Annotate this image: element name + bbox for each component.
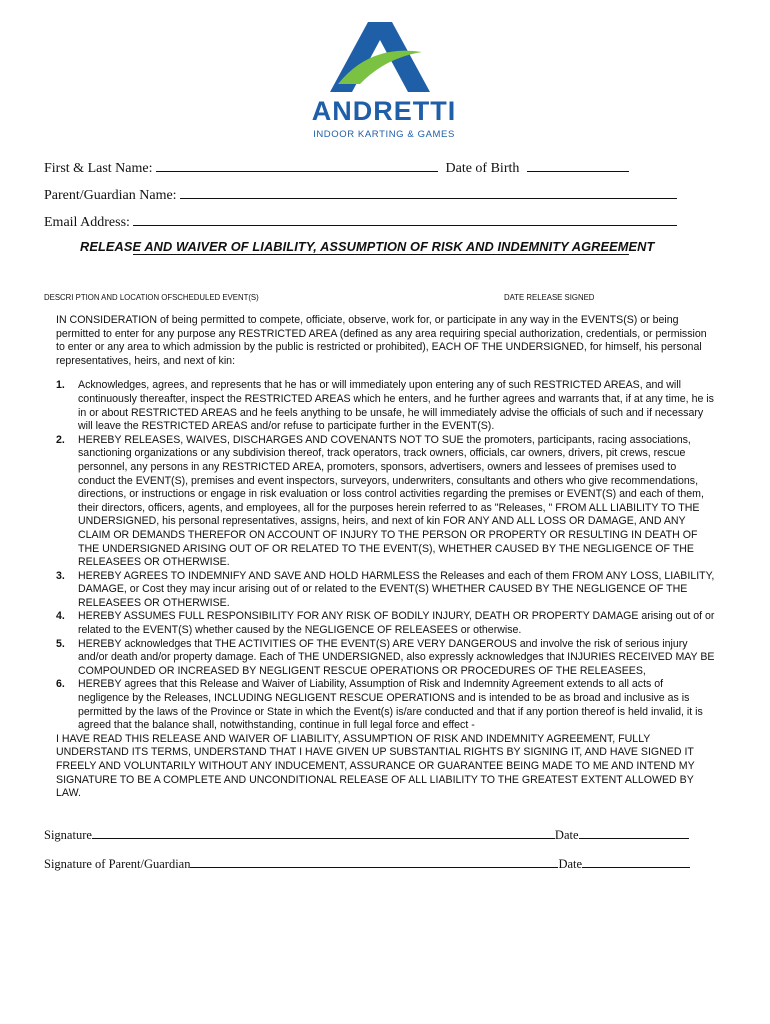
clause-text: Acknowledges, agrees, and represents that he has or will immediately upon entering any of such RESTRICTED AREAS, and will continuously thereafter, inspect the RESTRICTED AREAS which he enters, and he further agrees and warrants that, if at any time, he is in or about RESTRICTED AREAS and he feels anything to be unsafe, he will immediately advise the officials of such and if necessary will leave the RESTRICTED AREAS and/or refuse to participate further in the EVENT(S).	[78, 379, 714, 433]
guardian-label: Parent/Guardian Name:	[44, 188, 177, 203]
clause-number: 1.	[56, 379, 65, 392]
event-description-label: DESCRI PTION AND LOCATION OFSCHEDULED EVENT(S)	[44, 293, 259, 302]
clause-number: 3.	[56, 569, 65, 582]
clause-number: 4.	[56, 610, 65, 623]
clause-item	[56, 638, 716, 679]
signature-date-label: Date	[554, 828, 579, 842]
logo-tagline: INDOOR KARTING & GAMES	[313, 129, 455, 140]
title-underlined: E AND WAIVER OF LIABILITY, ASSUMPTION OF RISK AND INDEMNITY AGREEM	[132, 239, 629, 254]
dob-input-line[interactable]	[527, 157, 629, 172]
signature-label: Signature	[44, 828, 92, 842]
logo-name: ANDRETTI	[311, 96, 457, 126]
clause-text: HEREBY ASSUMES FULL RESPONSIBILITY FOR ANY RISK OF BODILY INJURY, DEATH OR PROPERTY DAMAGE arising out of or related to the EVENT(S) whether caused by the NEGLIGENCE OF RELEASEES or otherwise.	[78, 610, 715, 637]
clause-text: HEREBY acknowledges that THE ACTIVITIES OF THE EVENT(S) ARE VERY DANGEROUS and involve the risk of serious injury and/or death and/or property damage. Each of THE UNDERSIGNED, also expressly acknowledges that INJURIES RECEIVED MAY BE COMPOUNDED OR INCREASED BY NEGLIGENT RESCUE OPERATIONS OR PROCEDURES OF THE RELEASEES,	[78, 637, 715, 677]
clause-item	[56, 379, 716, 433]
guardian-row	[44, 184, 677, 204]
guardian-signature-input-line[interactable]	[190, 853, 558, 868]
title-end: ENT	[628, 239, 655, 254]
guardian-date-input-line[interactable]	[582, 853, 690, 868]
name-input-line[interactable]	[156, 157, 438, 172]
clause-list	[56, 379, 716, 732]
andretti-a-icon	[330, 22, 430, 92]
clause-item	[56, 610, 716, 637]
andretti-logo	[290, 22, 470, 140]
name-label: First & Last Name:	[44, 161, 153, 176]
clause-number: 6.	[56, 678, 65, 691]
title-start: RELEAS	[80, 239, 133, 254]
date-signed-label: DATE RELEASE SIGNED	[504, 293, 595, 302]
email-label: Email Address:	[44, 215, 130, 230]
closing-paragraph: I HAVE READ THIS RELEASE AND WAIVER OF LIABILITY, ASSUMPTION OF RISK AND INDEMNITY AGREEMENT, FULLY UNDERSTAND ITS TERMS, UNDERSTAND THAT I HAVE GIVEN UP SUBSTANTIAL RIGHTS BY SIGNING IT, AND HAVE SIGNED IT FREELY AND VOLUNTARILY WITHOUT ANY INDUCEMENT, ASSURANCE OR GUARANTEE BEING MADE TO ME AND INTEND MY SIGNATURE TO BE A COMPLETE AND UNCONDITIONAL RELEASE OF ALL LIABILITY TO THE GREATEST EXTENT ALLOWED BY LAW.	[56, 732, 695, 800]
intro-paragraph: IN CONSIDERATION of being permitted to compete, officiate, observe, work for, or participate in any way in the EVENTS(S) or being permitted to enter for any purpose any RESTRICTED AREA (defined as any area requiring special authorization, credentials, or permission to enter or any area to which admission by the public is restricted or prohibited), EACH OF THE UNDERSIGNED, for himself, his personal representatives, heirs, and next of kin:	[56, 314, 707, 367]
signature-date-input-line[interactable]	[579, 824, 689, 839]
clause-item	[56, 570, 716, 611]
signature-input-line[interactable]	[92, 824, 555, 839]
clause-number: 5.	[56, 637, 65, 650]
guardian-signature-row	[44, 853, 690, 872]
clause-text: HEREBY AGREES TO INDEMNIFY AND SAVE AND HOLD HARMLESS the Releases and each of them FROM ANY LOSS, LIABILITY, DAMAGE, or Cost they may incur arising out of or related to the EVENT(S) WHETHER CAUSED BY THE NEGLIGENCE OF THE RELEASEES OR OTHERWISE.	[78, 569, 715, 609]
clause-text: HEREBY RELEASES, WAIVES, DISCHARGES AND COVENANTS NOT TO SUE the promoters, participants, racing associations, sanctioning organizations or any subdivision thereof, track operators, track owners, officials, car owners, drivers, pit crews, rescue personnel, any persons in any RESTRICTED AREA, promoters, sponsors, advertisers, owners and lessees of premises used to conduct the EVENT(S), premises and event inspectors, surveyors, underwriters, consultants and others who give recommendations, directions, or instructions or engage in risk evaluation or loss control activities regarding the premises or EVENT(S) and each of them, their directors, officers, agents, and employees, all for the purposes herein referred to as "Releases, " FROM ALL LIABILITY TO THE UNDERSIGNED, his personal representatives, assigns, heirs, and next of kin FOR ANY AND ALL LOSS OR DAMAGE, AND ANY CLAIM OR DEMANDS THEREFOR ON ACCOUNT OF INJURY TO THE PERSON OR PROPERTY OR RESULTING IN DEATH OF THE UNDERSIGNED ARISING OUT OF OR RELATED TO THE EVENT(S), WHETHER CAUSED BY THE NEGLIGENCE OF THE RELEASEES OR OTHERWISE.	[78, 433, 704, 569]
clause-text: HEREBY agrees that this Release and Waiver of Liability, Assumption of Risk and Indemnity Agreement extends to all acts of negligence by the Releases, INCLUDING NEGLIGENT RESCUE OPERATIONS and is intended to be as broad and inclusive as is permitted by the laws of the Province or State in which the Event(s) is/are conducted and that if any portion thereof is held invalid, it is agreed that the balance shall, notwithstanding, continue in full legal force and effect -	[78, 678, 703, 732]
guardian-signature-label: Signature of Parent/Guardian	[44, 857, 191, 871]
email-input-line[interactable]	[133, 211, 677, 226]
clause-number: 2.	[56, 433, 65, 446]
guardian-date-label: Date	[558, 857, 583, 871]
name-row	[44, 157, 629, 177]
signature-row	[44, 824, 689, 843]
dob-label: Date of Birth	[445, 161, 520, 176]
email-row	[44, 211, 677, 231]
agreement-title	[80, 239, 700, 254]
guardian-input-line[interactable]	[180, 184, 677, 199]
agreement-body	[56, 314, 716, 801]
clause-item	[56, 434, 716, 570]
clause-item	[56, 678, 716, 732]
